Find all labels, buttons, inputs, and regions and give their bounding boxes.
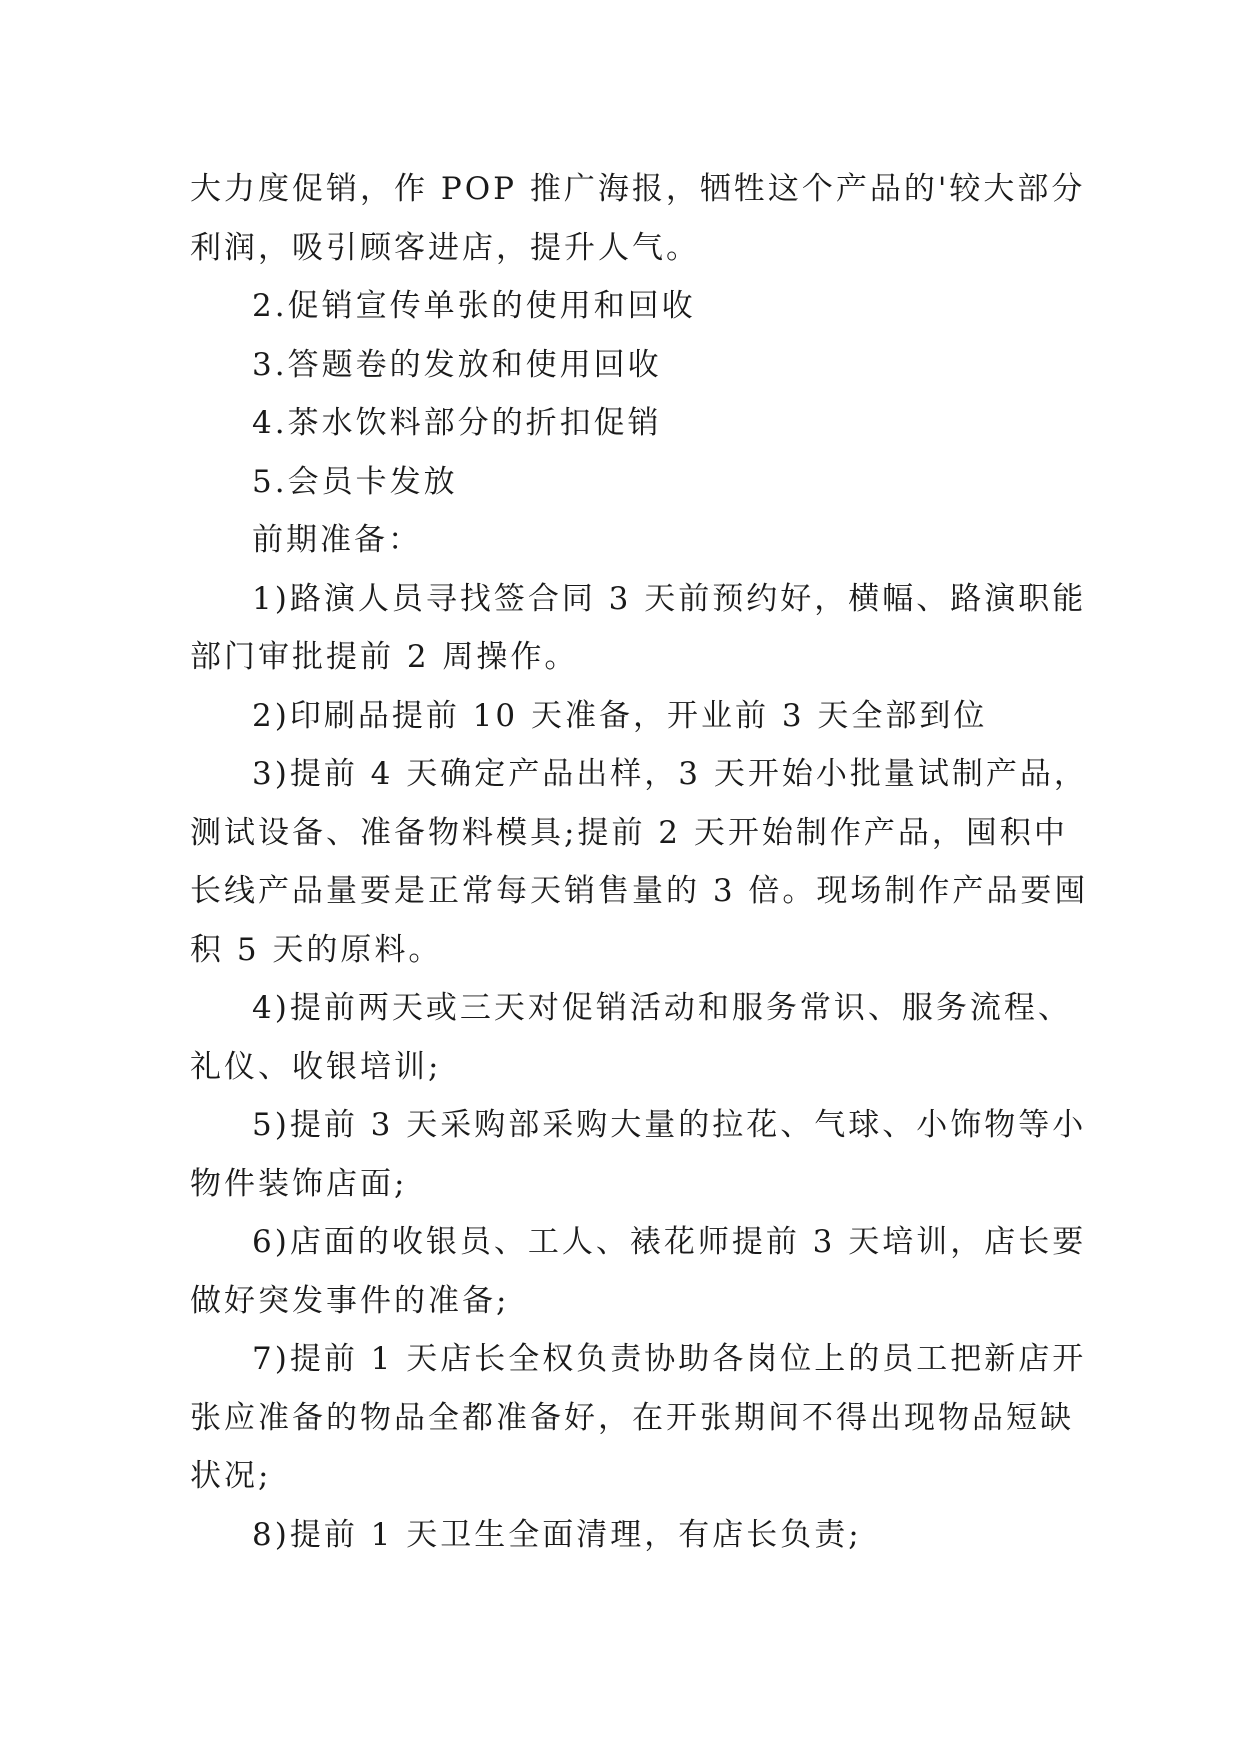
text-line: 长线产品量要是正常每天销售量的 3 倍。现场制作产品要囤 — [190, 873, 1089, 909]
text-line: 张应准备的物品全都准备好，在开张期间不得出现物品短缺 — [190, 1399, 1074, 1436]
text-line: 物件装饰店面; — [190, 1165, 408, 1202]
text-line: 5.会员卡发放 — [252, 463, 458, 500]
text-line: 6)店面的收银员、工人、裱花师提前 3 天培训，店长要 — [252, 1224, 1087, 1260]
text-line: 2)印刷品提前 10 天准备，开业前 3 天全部到位 — [252, 697, 988, 734]
text-line: 2.促销宣传单张的使用和回收 — [252, 288, 696, 324]
text-line: 3)提前 4 天确定产品出样，3 天开始小批量试制产品， — [252, 756, 1088, 792]
text-line: 测试设备、准备物料模具;提前 2 天开始制作产品，囤积中 — [190, 814, 1068, 851]
text-line: 4.茶水饮料部分的折扣促销 — [252, 405, 662, 441]
text-line: 部门审批提前 2 周操作。 — [190, 639, 579, 675]
text-line: 礼仪、收银培训; — [190, 1048, 442, 1085]
section-heading: 前期准备： — [252, 522, 422, 558]
text-line: 5)提前 3 天采购部采购大量的拉花、气球、小饰物等小 — [252, 1107, 1087, 1143]
document-body — [190, 160, 1089, 1564]
text-line: 8)提前 1 天卫生全面清理，有店长负责; — [252, 1516, 862, 1553]
text-line: 做好突发事件的准备; — [190, 1282, 510, 1319]
text-line: 利润，吸引顾客进店，提升人气。 — [190, 229, 700, 266]
text-line: 7)提前 1 天店长全权负责协助各岗位上的员工把新店开 — [252, 1341, 1087, 1377]
text-line: 4)提前两天或三天对促销活动和服务常识、服务流程、 — [252, 990, 1072, 1026]
text-line: 大力度促销，作 POP 推广海报，牺牲这个产品的'较大部分 — [190, 171, 1086, 207]
text-line: 积 5 天的原料。 — [190, 931, 443, 968]
text-line: 1)路演人员寻找签合同 3 天前预约好，横幅、路演职能 — [252, 580, 1087, 617]
text-line: 3.答题卷的发放和使用回收 — [252, 346, 662, 383]
text-line: 状况; — [190, 1458, 272, 1494]
